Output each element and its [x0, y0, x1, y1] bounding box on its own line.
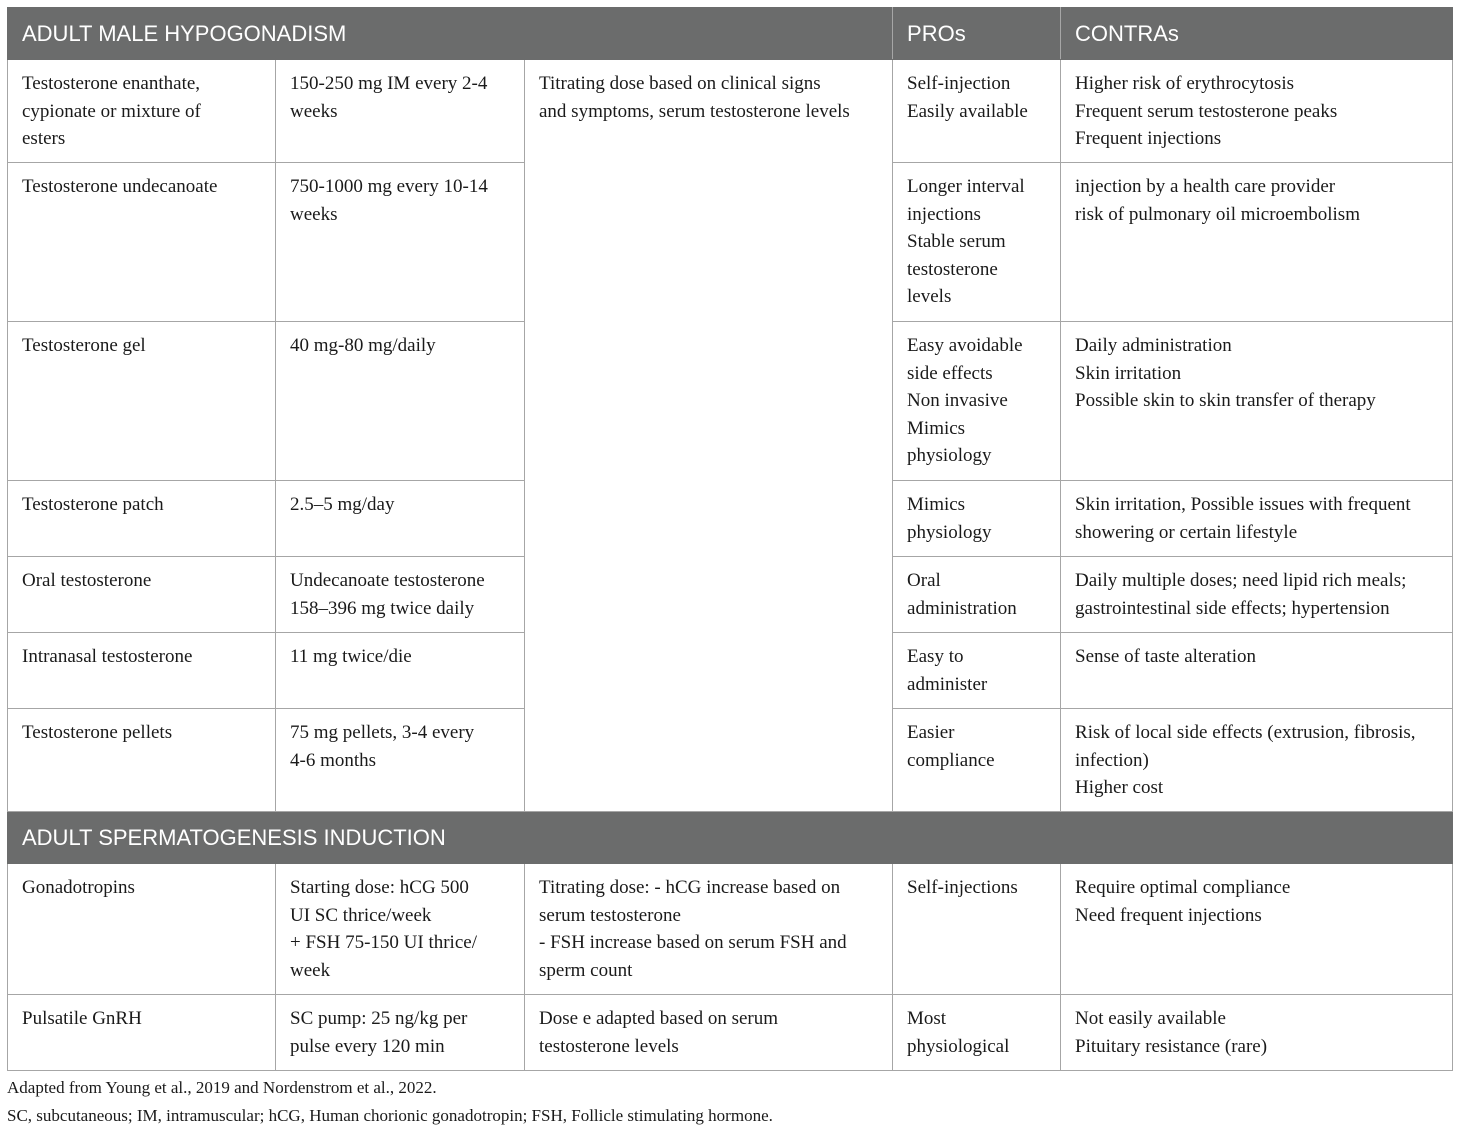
treatment-table-container	[7, 7, 1452, 1071]
treatment-cell: Testosterone gel	[8, 322, 276, 481]
treatment-cell: Pulsatile GnRH	[8, 995, 276, 1071]
dose-cell: SC pump: 25 ng/kg per pulse every 120 min	[276, 995, 525, 1071]
pros-cell: Mimics physiology	[893, 481, 1061, 557]
contras-cell: Daily administration Skin irritation Possible skin to skin transfer of therapy	[1061, 322, 1453, 481]
source-note: Adapted from Young et al., 2019 and Nordenstrom et al., 2022.	[7, 1078, 437, 1097]
dose-cell: 750-1000 mg every 10-14 weeks	[276, 163, 525, 322]
table-row	[8, 60, 1453, 163]
section-title: ADULT SPERMATOGENESIS INDUCTION	[8, 812, 1453, 864]
dose-cell: 150-250 mg IM every 2-4 weeks	[276, 60, 525, 163]
treatment-cell: Oral testosterone	[8, 557, 276, 633]
section-header-hypogonadism	[8, 8, 1453, 60]
contras-cell: Require optimal compliance Need frequent injections	[1061, 864, 1453, 995]
dose-cell: 2.5–5 mg/day	[276, 481, 525, 557]
section-title: ADULT MALE HYPOGONADISM	[8, 8, 893, 60]
pros-cell: Longer interval injections Stable serum testosterone levels	[893, 163, 1061, 322]
treatment-cell: Intranasal testosterone	[8, 633, 276, 709]
table-row	[8, 864, 1453, 995]
contras-cell: Not easily available Pituitary resistance (rare)	[1061, 995, 1453, 1071]
contras-cell: Sense of taste alteration	[1061, 633, 1453, 709]
pros-cell: Self-injection Easily available	[893, 60, 1061, 163]
pros-cell: Oral administration	[893, 557, 1061, 633]
contras-cell: Higher risk of erythrocytosis Frequent serum testosterone peaks Frequent injections	[1061, 60, 1453, 163]
pros-cell: Easy to administer	[893, 633, 1061, 709]
treatment-cell: Testosterone enanthate, cypionate or mixture of esters	[8, 60, 276, 163]
treatment-cell: Gonadotropins	[8, 864, 276, 995]
contras-column-header: CONTRAs	[1061, 8, 1453, 60]
abbreviations-note: SC, subcutaneous; IM, intramuscular; hCG, Human chorionic gonadotropin; FSH, Follicle stimulating hormone.	[7, 1106, 773, 1125]
dose-cell: Undecanoate testosterone 158–396 mg twice daily	[276, 557, 525, 633]
contras-cell: Skin irritation, Possible issues with frequent showering or certain lifestyle	[1061, 481, 1453, 557]
table-row	[8, 995, 1453, 1071]
treatment-cell: Testosterone pellets	[8, 709, 276, 812]
treatment-cell: Testosterone patch	[8, 481, 276, 557]
dose-cell: 11 mg twice/die	[276, 633, 525, 709]
dose-cell: Starting dose: hCG 500 UI SC thrice/week + FSH 75-150 UI thrice/ week	[276, 864, 525, 995]
titration-cell: Dose e adapted based on serum testosterone levels	[525, 995, 893, 1071]
contras-cell: Daily multiple doses; need lipid rich meals; gastrointestinal side effects; hypertension	[1061, 557, 1453, 633]
contras-cell: Risk of local side effects (extrusion, fibrosis, infection) Higher cost	[1061, 709, 1453, 812]
contras-cell: injection by a health care provider risk of pulmonary oil microembolism	[1061, 163, 1453, 322]
section-header-spermatogenesis	[8, 812, 1453, 864]
titration-cell: Titrating dose: - hCG increase based on serum testosterone - FSH increase based on serum FSH and sperm count	[525, 864, 893, 995]
pros-cell: Easy avoidable side effects Non invasive Mimics physiology	[893, 322, 1061, 481]
pros-cell: Easier compliance	[893, 709, 1061, 812]
pros-cell: Self-injections	[893, 864, 1061, 995]
dose-cell: 75 mg pellets, 3-4 every 4-6 months	[276, 709, 525, 812]
table-footnotes	[7, 1074, 773, 1130]
treatment-table	[7, 7, 1453, 1071]
treatment-cell: Testosterone undecanoate	[8, 163, 276, 322]
pros-column-header: PROs	[893, 8, 1061, 60]
pros-cell: Most physiological	[893, 995, 1061, 1071]
dose-cell: 40 mg-80 mg/daily	[276, 322, 525, 481]
titration-note-cell: Titrating dose based on clinical signs and symptoms, serum testosterone levels	[525, 60, 893, 812]
